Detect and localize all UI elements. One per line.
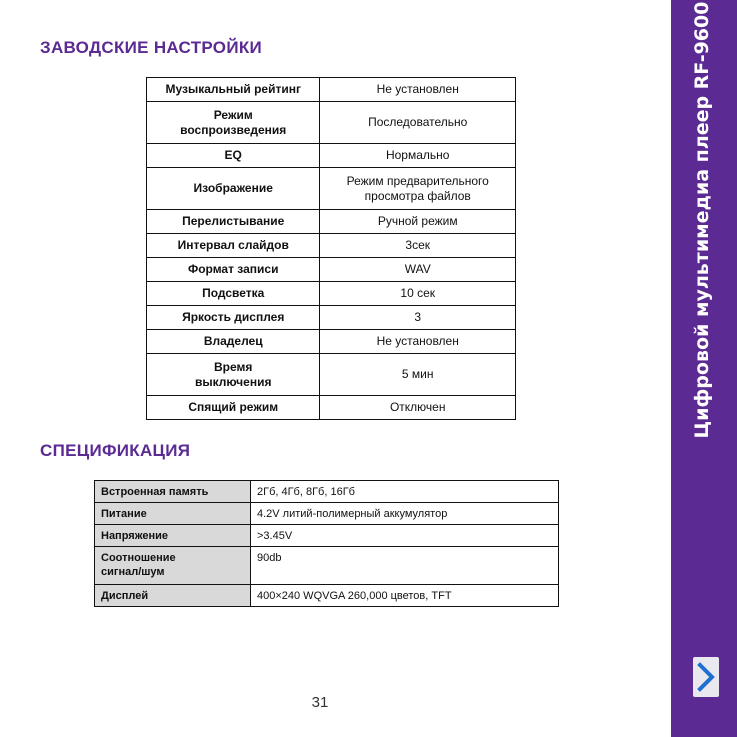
- setting-value: 3: [320, 306, 516, 330]
- setting-name: Перелистывание: [147, 210, 320, 234]
- factory-settings-table: [146, 77, 516, 420]
- setting-value: Режим предварительного просмотра файлов: [320, 168, 516, 210]
- table-row: [95, 525, 559, 547]
- table-row: [95, 503, 559, 525]
- table-row: [147, 258, 516, 282]
- setting-value: Нормально: [320, 144, 516, 168]
- table-row: [147, 282, 516, 306]
- spec-name: Дисплей: [95, 585, 251, 607]
- chevron-right-icon[interactable]: [693, 657, 719, 697]
- spec-name: Напряжение: [95, 525, 251, 547]
- setting-name: Музыкальный рейтинг: [147, 78, 320, 102]
- page-number: 31: [311, 694, 329, 711]
- table-row: [95, 481, 559, 503]
- setting-name: Формат записи: [147, 258, 320, 282]
- table-row: [95, 547, 559, 585]
- table-row: [147, 306, 516, 330]
- setting-value: 10 сек: [320, 282, 516, 306]
- table-row: [147, 102, 516, 144]
- setting-name: Подсветка: [147, 282, 320, 306]
- setting-value: Ручной режим: [320, 210, 516, 234]
- table-row: [147, 396, 516, 420]
- table-row: [147, 234, 516, 258]
- setting-value: 3сек: [320, 234, 516, 258]
- setting-name: EQ: [147, 144, 320, 168]
- setting-value: Не установлен: [320, 78, 516, 102]
- side-title: Цифровой мультимедиа плеер RF-9600: [691, 1, 713, 439]
- table-row: [147, 354, 516, 396]
- setting-name: Изображение: [147, 168, 320, 210]
- setting-value: Отключен: [320, 396, 516, 420]
- table-row: [147, 78, 516, 102]
- setting-name: Время выключения: [147, 354, 320, 396]
- setting-value: 5 мин: [320, 354, 516, 396]
- setting-value: Последовательно: [320, 102, 516, 144]
- spec-name: Питание: [95, 503, 251, 525]
- setting-name: Владелец: [147, 330, 320, 354]
- specification-table: [94, 480, 559, 607]
- specification-title: СПЕЦИФИКАЦИЯ: [40, 441, 191, 460]
- spec-value: 2Гб, 4Гб, 8Гб, 16Гб: [251, 481, 559, 503]
- table-row: [147, 144, 516, 168]
- spec-value: 90db: [251, 547, 559, 585]
- table-row: [147, 330, 516, 354]
- spec-value: 4.2V литий-полимерный аккумулятор: [251, 503, 559, 525]
- spec-value: 400×240 WQVGA 260,000 цветов, TFT: [251, 585, 559, 607]
- table-row: [147, 168, 516, 210]
- setting-name: Спящий режим: [147, 396, 320, 420]
- table-row: [147, 210, 516, 234]
- spec-name: Соотношение сигнал/шум: [95, 547, 251, 585]
- setting-value: Не установлен: [320, 330, 516, 354]
- setting-name: Интервал слайдов: [147, 234, 320, 258]
- spec-value: >3.45V: [251, 525, 559, 547]
- spec-name: Встроенная память: [95, 481, 251, 503]
- setting-name: Режим воспроизведения: [147, 102, 320, 144]
- setting-value: WAV: [320, 258, 516, 282]
- setting-name: Яркость дисплея: [147, 306, 320, 330]
- factory-settings-title: ЗАВОДСКИЕ НАСТРОЙКИ: [40, 38, 263, 57]
- table-row: [95, 585, 559, 607]
